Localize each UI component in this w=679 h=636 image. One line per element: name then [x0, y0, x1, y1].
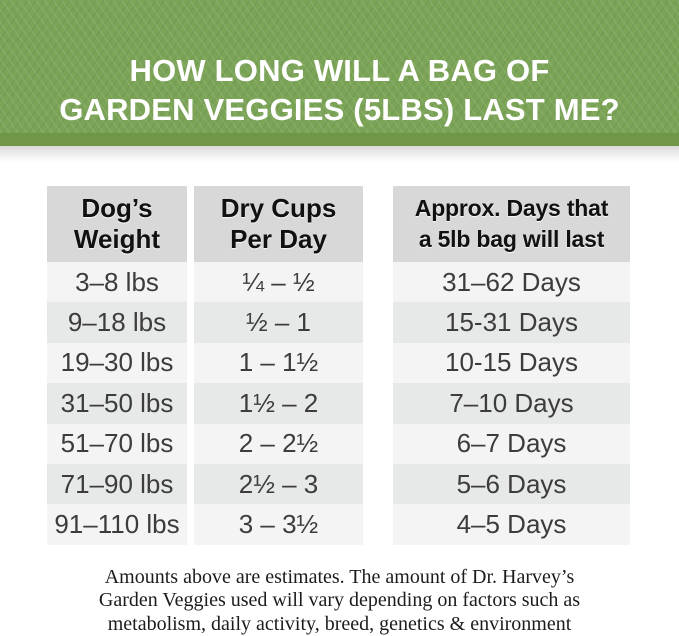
column-header-dogs-weight	[47, 186, 187, 262]
hero-drop-shadow	[0, 146, 679, 162]
table-cell-weight: 31–50 lbs	[47, 383, 187, 423]
table-cell-days: 31–62 Days	[393, 262, 630, 302]
header-line: Dog’s	[81, 193, 153, 223]
table-cell-cups: 2 – 2½	[194, 424, 363, 464]
table-cell-cups: 3 – 3½	[194, 504, 363, 544]
table-cell-cups: 2½ – 3	[194, 464, 363, 504]
disclaimer-text	[0, 566, 679, 636]
column-header-dry-cups	[194, 186, 363, 262]
feeding-table	[47, 186, 679, 545]
header-line: Per Day	[230, 224, 327, 254]
column-dogs-weight	[47, 186, 187, 545]
table-cell-days: 15-31 Days	[393, 302, 630, 342]
table-cell-weight: 9–18 lbs	[47, 302, 187, 342]
page-title	[0, 51, 679, 129]
disclaimer-line3: metabolism, daily activity, breed, genetics & environment	[107, 612, 572, 635]
table-cell-weight: 71–90 lbs	[47, 464, 187, 504]
table-cell-weight: 51–70 lbs	[47, 424, 187, 464]
table-cell-cups: 1 – 1½	[194, 343, 363, 383]
table-cell-weight: 19–30 lbs	[47, 343, 187, 383]
page-title-line2: GARDEN VEGGIES (5LBS) LAST ME?	[59, 92, 620, 127]
header-line: Dry Cups	[220, 193, 337, 223]
header-line: a 5lb bag will last	[418, 226, 605, 252]
table-cell-cups: ½ – 1	[194, 302, 363, 342]
column-days-lasting	[393, 186, 630, 545]
table-cell-days: 4–5 Days	[393, 504, 630, 544]
column-header-days-lasting	[393, 186, 630, 262]
table-cell-cups: ¼ – ½	[194, 262, 363, 302]
table-cell-days: 10-15 Days	[393, 343, 630, 383]
table-cell-weight: 91–110 lbs	[47, 504, 187, 544]
disclaimer-line1: Amounts above are estimates. The amount of Dr. Harvey’s	[104, 565, 575, 588]
page-title-line1: HOW LONG WILL A BAG OF	[129, 53, 550, 88]
hero-accent-strip	[0, 133, 679, 146]
column-dry-cups	[194, 186, 363, 545]
table-cell-weight: 3–8 lbs	[47, 262, 187, 302]
table-cell-days: 5–6 Days	[393, 464, 630, 504]
hero-banner	[0, 0, 679, 133]
header-line: Approx. Days that	[414, 195, 609, 221]
table-cell-cups: 1½ – 2	[194, 383, 363, 423]
header-line: Weight	[73, 224, 161, 254]
disclaimer-line2: Garden Veggies used will vary depending on factors such as	[98, 589, 581, 612]
table-cell-days: 7–10 Days	[393, 383, 630, 423]
table-cell-days: 6–7 Days	[393, 424, 630, 464]
